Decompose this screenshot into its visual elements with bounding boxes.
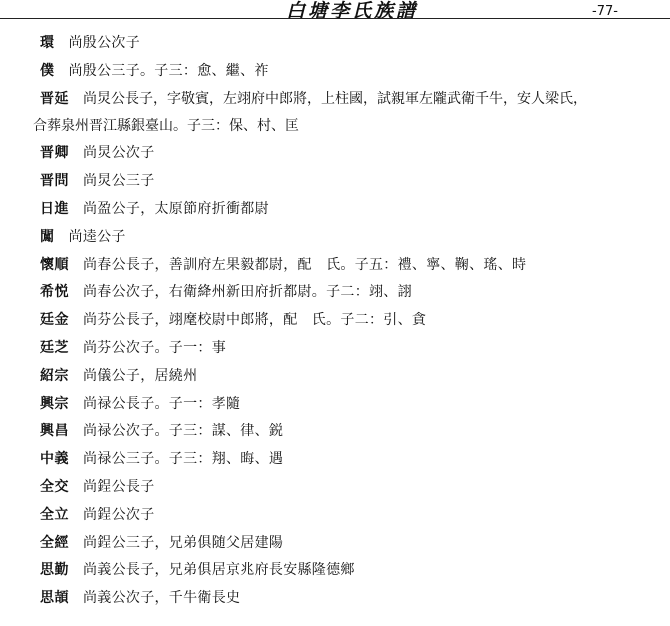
entry-description: 尚殷公三子。子三：愈、繼、祚	[68, 62, 269, 79]
entry-description: 尚鋥公長子	[83, 478, 155, 495]
genealogy-entry	[40, 283, 670, 301]
entry-name: 全立	[40, 506, 69, 523]
entry-description: 尚芬公長子，翊麾校尉中郎將，配 氏。子二：引、貪	[83, 312, 427, 329]
entry-description: 尚春公次子，右衛絳州新田府折都尉。子二：翊、詡	[83, 284, 412, 301]
entry-description: 尚禄公次子。子三：謀、律、鋭	[83, 423, 284, 440]
entry-description: 尚炅公長子，字敬賓，左翊府中郎將，上柱國，試親軍左隴武衛千牛，安人梁氏，	[83, 90, 587, 107]
genealogy-entry	[40, 228, 670, 246]
entry-description: 尚義公長子，兄弟俱居京兆府長安縣隆德鄉	[83, 562, 355, 579]
genealogy-entry	[40, 144, 670, 162]
entry-description: 尚鋥公三子，兄弟俱随父居建陽	[83, 534, 284, 551]
genealogy-entry	[40, 422, 670, 440]
page-number: -77-	[592, 4, 618, 19]
entry-description: 尚逵公子	[68, 228, 126, 245]
genealogy-entry	[40, 172, 670, 190]
entry-description: 尚鋥公次子	[83, 506, 155, 523]
entry-description: 尚炅公次子	[83, 145, 155, 162]
entry-name: 全經	[40, 534, 69, 551]
entry-description: 尚儀公子，居繞州	[83, 367, 198, 384]
entry-name: 懷順	[40, 256, 69, 273]
genealogy-entry	[40, 200, 670, 218]
entry-name: 晋卿	[40, 145, 69, 162]
genealogy-entry-list	[33, 34, 670, 617]
genealogy-entry	[40, 478, 670, 496]
entry-name: 思頡	[40, 590, 69, 607]
header-title: 白塘李氏族譜	[286, 0, 419, 22]
entry-name: 廷芝	[40, 339, 69, 356]
entry-description: 尚義公次子，千牛衛長史	[83, 590, 241, 607]
entry-name: 環	[40, 35, 55, 51]
entry-description: 尚炅公三子	[83, 173, 155, 190]
genealogy-entry	[40, 367, 670, 385]
entry-name: 興宗	[40, 395, 69, 412]
genealogy-entry	[40, 395, 670, 413]
entry-name: 僕	[40, 62, 55, 79]
header-rule	[0, 18, 670, 19]
entry-description: 尚禄公長子。子一：孝隨	[83, 395, 241, 412]
genealogy-entry	[40, 506, 670, 524]
entry-name: 希悦	[40, 284, 69, 301]
genealogy-entry	[40, 450, 670, 468]
entry-name: 晋延	[40, 90, 69, 107]
entry-name: 廷金	[40, 312, 69, 329]
genealogy-entry	[33, 90, 670, 135]
genealogy-entry	[40, 34, 670, 52]
entry-name: 紹宗	[40, 367, 69, 384]
entry-name: 闖	[40, 228, 55, 245]
genealogy-entry	[40, 256, 670, 274]
entry-name: 興昌	[40, 423, 69, 440]
entry-description-continuation: 合葬泉州晋江縣銀臺山。子三：保、村、匡	[33, 117, 299, 134]
entry-name: 思勤	[40, 562, 69, 579]
genealogy-entry	[40, 62, 670, 80]
genealogy-entry	[40, 534, 670, 552]
genealogy-entry	[40, 339, 670, 357]
genealogy-entry	[40, 589, 670, 607]
genealogy-entry	[40, 561, 670, 579]
entry-description: 尚殷公次子	[68, 35, 140, 51]
entry-name: 全交	[40, 478, 69, 495]
entry-name: 日進	[40, 200, 69, 217]
entry-description: 尚春公長子，善訓府左果毅都尉，配 氏。子五：禮、寧、鞠、瑤、時	[83, 256, 527, 273]
entry-description: 尚芬公次子。子一：事	[83, 339, 226, 356]
entry-name: 晋問	[40, 173, 69, 190]
genealogy-entry	[40, 311, 670, 329]
entry-description: 尚禄公三子。子三：翔、晦、遇	[83, 451, 284, 468]
entry-description: 尚盈公子，太原節府折衝都尉	[83, 200, 269, 217]
entry-name: 中義	[40, 451, 69, 468]
